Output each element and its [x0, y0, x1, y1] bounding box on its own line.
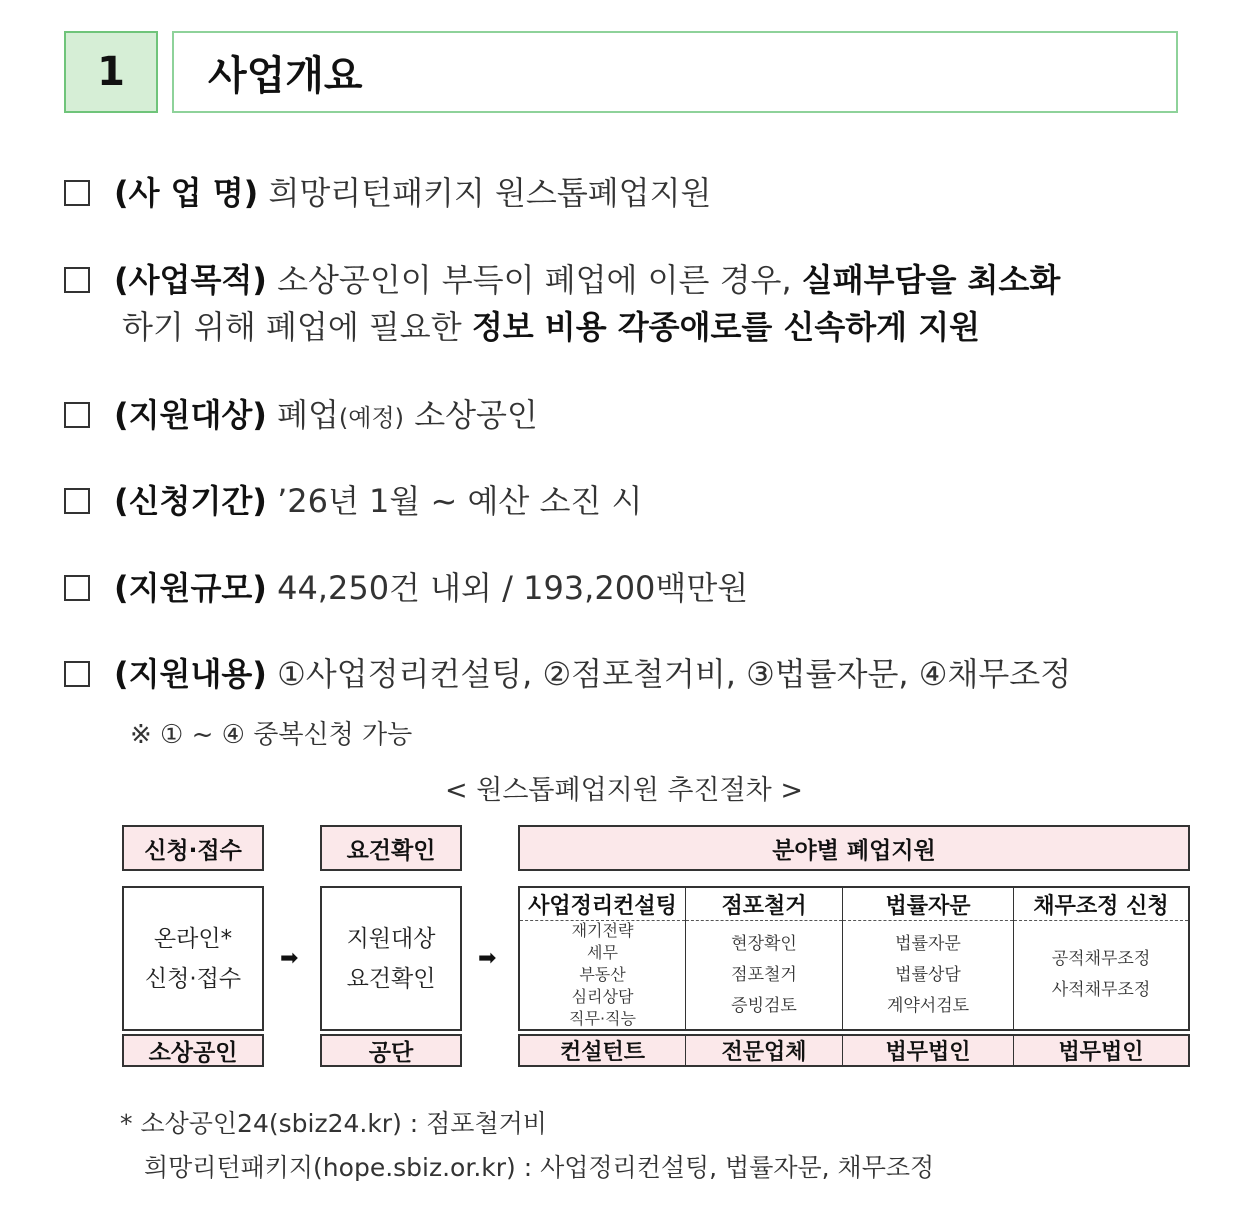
step1-body [122, 886, 264, 1031]
support-column-items [686, 921, 842, 1029]
item-label: (사업목적) [114, 261, 267, 299]
item-emphasis: 정보 비용 각종애로를 신속하게 지원 [471, 308, 981, 346]
arrow-right-icon: ➡ [478, 946, 497, 971]
checkbox-icon [64, 402, 90, 428]
support-column-demolition [685, 888, 842, 1029]
support-item: 현장확인 [731, 933, 797, 954]
item-text: ①사업정리컨설팅, ②점포철거비, ③법률자문, ④채무조정 [277, 655, 1072, 693]
support-item: 증빙검토 [731, 995, 797, 1016]
step3-body [518, 886, 1190, 1031]
support-item: 사적채무조정 [1051, 980, 1151, 1000]
step1-line1: 온라인* [153, 925, 233, 952]
support-column-title: 사업정리컨설팅 [520, 888, 685, 921]
step3-head: 분야별 폐업지원 [518, 825, 1190, 871]
support-item: 부동산 [579, 965, 626, 984]
footnote-line2: 희망리턴패키지(hope.sbiz.or.kr) : 사업정리컨설팅, 법률자문, 채무조정 [144, 1153, 935, 1182]
item-content [64, 652, 1071, 696]
item-text: 44,250건 내외 / 193,200백만원 [277, 569, 749, 607]
checkbox-icon [64, 575, 90, 601]
support-actor: 컨설턴트 [559, 1040, 645, 1065]
item-business-name [64, 171, 711, 215]
support-actor: 법무법인 [842, 1036, 1013, 1065]
step3-actors [518, 1034, 1190, 1067]
checkbox-icon [64, 488, 90, 514]
support-column-title: 법률자문 [843, 888, 1013, 921]
support-item: 점포철거 [731, 964, 797, 985]
item-text-small: (예정) [338, 404, 405, 432]
step2-head: 요건확인 [320, 825, 462, 871]
item-text: 폐업 [277, 396, 339, 434]
support-item: 재기전략 [571, 921, 634, 940]
step1-head: 신청·접수 [122, 825, 264, 871]
step2-line2: 요건확인 [346, 965, 436, 992]
item-text: 하기 위해 폐업에 필요한 [122, 308, 462, 346]
item-label: (지원규모) [114, 569, 267, 607]
support-actor: 전문업체 [685, 1036, 842, 1065]
item-business-purpose [64, 258, 1060, 302]
step1-line2: 신청·접수 [144, 965, 242, 992]
step2-actor: 공단 [320, 1034, 462, 1067]
support-item: 세무 [587, 943, 618, 962]
checkbox-icon [64, 267, 90, 293]
support-actor: 법무법인 [1013, 1036, 1188, 1065]
footnote-line1: * 소상공인24(sbiz24.kr) : 점포철거비 [120, 1109, 547, 1138]
arrow-right-icon: ➡ [280, 946, 299, 971]
item-text: ’26년 1월 ~ 예산 소진 시 [277, 482, 643, 520]
step2-line1: 지원대상 [346, 925, 436, 952]
process-title: < 원스톱폐업지원 추진절차 > [445, 775, 803, 806]
checkbox-icon [64, 180, 90, 206]
item-label: (지원내용) [114, 655, 267, 693]
item-business-purpose-cont [64, 305, 980, 349]
support-item: 직무·직능 [569, 1009, 636, 1028]
item-period [64, 479, 642, 523]
section-title: 사업개요 [172, 31, 1178, 113]
support-item: 심리상담 [571, 987, 634, 1006]
item-text: 소상공인이 부득이 폐업에 이른 경우, [277, 261, 792, 299]
support-column-title: 채무조정 신청 [1014, 888, 1188, 921]
support-column-title: 점포철거 [686, 888, 842, 921]
section-number: 1 [64, 31, 158, 113]
support-column-consulting [520, 888, 685, 1029]
duplicate-note: ※ ① ~ ④ 중복신청 가능 [130, 720, 413, 750]
support-item: 법률자문 [895, 933, 961, 954]
step1-actor: 소상공인 [122, 1034, 264, 1067]
support-item: 법률상담 [895, 964, 961, 985]
support-column-debt [1013, 888, 1188, 1029]
item-label: (신청기간) [114, 482, 267, 520]
checkbox-icon [64, 661, 90, 687]
support-item: 계약서검토 [886, 995, 970, 1016]
support-column-legal [842, 888, 1013, 1029]
item-target [64, 393, 538, 440]
support-item: 공적채무조정 [1051, 949, 1151, 969]
item-text: 소상공인 [414, 396, 538, 434]
item-scale [64, 566, 748, 610]
item-label: (지원대상) [114, 396, 267, 434]
item-emphasis: 실패부담을 최소화 [801, 261, 1061, 299]
item-label: (사 업 명) [114, 174, 259, 212]
support-column-items [520, 921, 685, 1029]
support-column-items [843, 921, 1013, 1029]
item-text: 희망리턴패키지 원스톱폐업지원 [268, 174, 712, 212]
step2-body [320, 886, 462, 1031]
support-column-items [1014, 921, 1188, 1029]
